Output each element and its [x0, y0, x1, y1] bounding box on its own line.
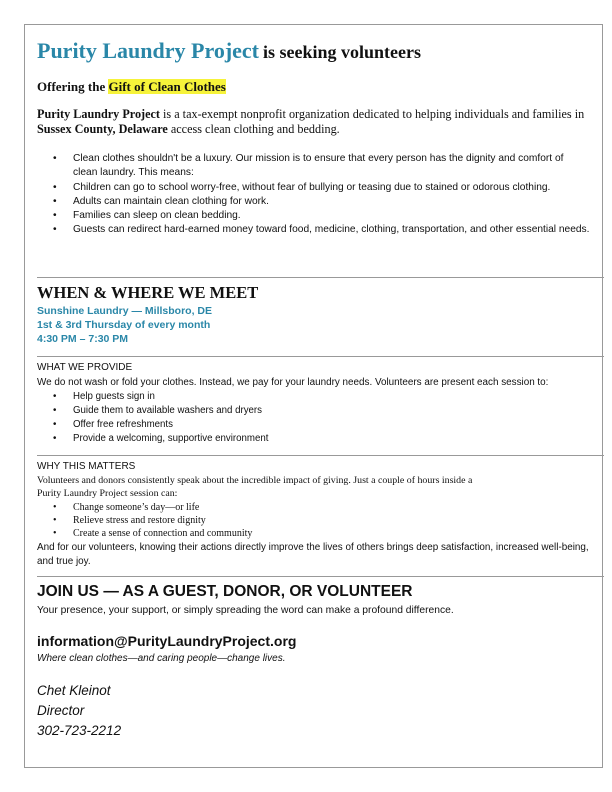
intro-paragraph	[37, 107, 589, 137]
intro-county: Sussex County, Delaware	[37, 122, 168, 136]
list-item: • Offer free refreshments	[37, 418, 268, 432]
divider	[37, 356, 604, 357]
tagline: Where clean clothes—and caring people—change lives.	[37, 653, 286, 664]
list-item: • Clean clothes shouldn't be a luxury. Our mission is to ensure that every person has the dignity and comfort of clean laundry. This means:	[37, 152, 590, 181]
meeting-time: 4:30 PM – 7:30 PM	[37, 333, 129, 345]
list-item: • Relieve stress and restore dignity	[37, 514, 252, 527]
provide-text: We do not wash or fold your clothes. Instead, we pay for your laundry needs. Volunteers are present each session to:	[37, 377, 549, 388]
offer-highlight: Gift of Clean Clothes	[108, 79, 226, 94]
provide-heading: WHAT WE PROVIDE	[37, 362, 133, 373]
list-item: • Children can go to school worry-free, without fear of bullying or teasing due to stained or odorous clothing.	[37, 181, 590, 195]
signature-title: Director	[37, 703, 85, 718]
matters-text-a: Volunteers and donors consistently speak about the incredible impact of giving. Just a couple of hours inside a	[37, 475, 473, 486]
offer-line	[37, 79, 226, 95]
join-heading: JOIN US — AS A GUEST, DONOR, OR VOLUNTEER	[37, 583, 413, 600]
flyer-page	[24, 24, 603, 768]
brand-name: Purity Laundry Project	[37, 38, 260, 63]
intro-text-a: is a tax-exempt nonprofit organization dedicated to helping individuals and families in	[160, 107, 585, 121]
matters-heading: WHY THIS MATTERS	[37, 461, 136, 472]
page-title	[37, 38, 421, 64]
provide-list	[37, 390, 268, 446]
list-item: • Guide them to available washers and dryers	[37, 404, 268, 418]
offer-prefix: Offering the	[37, 79, 109, 94]
list-item: • Change someone’s day—or life	[37, 501, 252, 514]
mission-list	[37, 152, 590, 238]
intro-org: Purity Laundry Project	[37, 107, 160, 121]
list-item: • Help guests sign in	[37, 390, 268, 404]
meeting-location: Sunshine Laundry — Millsboro, DE	[37, 305, 213, 317]
list-item: • Guests can redirect hard-earned money toward food, medicine, clothing, transportation, and other essential needs.	[37, 223, 590, 237]
list-item: • Provide a welcoming, supportive environment	[37, 432, 268, 446]
matters-text-b: Purity Laundry Project session can:	[37, 488, 178, 499]
meeting-days: 1st & 3rd Thursday of every month	[37, 319, 211, 331]
divider	[37, 455, 604, 456]
matters-closing: And for our volunteers, knowing their actions directly improve the lives of others brings deep satisfaction, increased well-being, and true joy.	[37, 542, 589, 567]
title-rest: is seeking volunteers	[263, 42, 422, 62]
divider	[37, 576, 604, 577]
signature-name: Chet Kleinot	[37, 683, 111, 698]
matters-list	[37, 501, 252, 540]
when-heading: WHEN & WHERE WE MEET	[37, 283, 259, 302]
list-item: • Families can sleep on clean bedding.	[37, 209, 590, 223]
join-text: Your presence, your support, or simply spreading the word can make a profound difference.	[37, 605, 454, 616]
divider	[37, 277, 604, 278]
intro-text-b: access clean clothing and bedding.	[167, 122, 340, 136]
contact-email[interactable]: information@PurityLaundryProject.org	[37, 633, 297, 649]
list-item: • Create a sense of connection and community	[37, 527, 252, 540]
list-item: • Adults can maintain clean clothing for work.	[37, 195, 590, 209]
signature-phone: 302-723-2212	[37, 723, 122, 738]
